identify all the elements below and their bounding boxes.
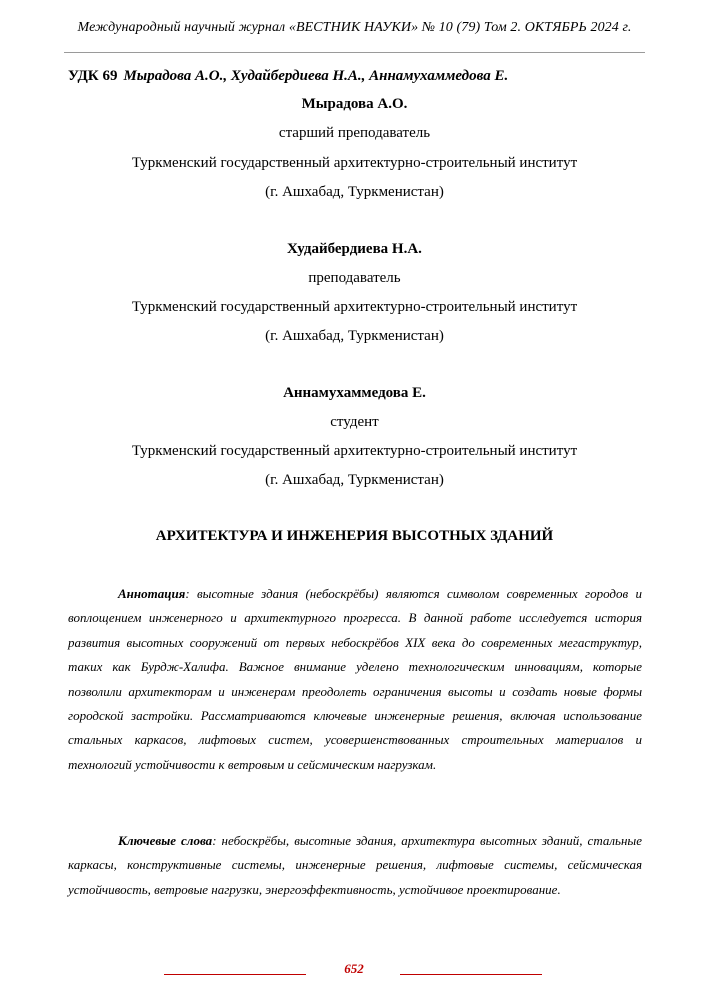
abstract-text: : высотные здания (небоскрёбы) являются символом современных городов и воплощением инженерного и архитектурного прогресса. В данной работе исследуется история развития высотных сооружений от первых небоскрёбов XIX века до современных мегаструктур, таких как Бурдж-Халифа. Важное внимание уделено технологическим инновациям, которые позволили архитекторам и инженерам преодолеть ограничения высоты и создать новые формы городской застройки. Рассматриваются ключевые инженерные решения, включая использование стальных каркасов, лифтовых систем, усовершенствованных строительных материалов и технологий устойчивости к ветровым и сейсмическим нагрузкам. [68,586,642,772]
author-3-name: Аннамухаммедова Е. [283,385,426,401]
author-2-name: Худайбердиева Н.А. [287,241,422,257]
author-1-name: Мырадова А.О. [301,96,408,112]
author-3-location: (г. Ашхабад, Туркменистан) [265,472,444,488]
author-1-institution: Туркменский государственный архитектурно-строительный институт [131,155,578,171]
keywords-label: Ключевые слова [118,833,213,848]
author-1-position: старший преподаватель [278,125,431,141]
author-3-institution: Туркменский государственный архитектурно-строительный институт [131,443,578,459]
author-2-position: преподаватель [308,270,401,286]
udk-authors: Мырадова А.О., Худайбердиева Н.А., Аннамухаммедова Е. [123,68,509,84]
article-title: АРХИТЕКТУРА И ИНЖЕНЕРИЯ ВЫСОТНЫХ ЗДАНИЙ [155,528,554,544]
page-number: 652 [344,961,364,976]
author-2-institution: Туркменский государственный архитектурно-строительный институт [131,299,578,315]
header-divider [64,52,645,53]
author-2-location: (г. Ашхабад, Туркменистан) [265,328,444,344]
abstract [68,582,642,777]
udk-code: УДК 69 [68,68,118,84]
author-3-position: студент [330,414,379,430]
keywords [68,829,642,902]
journal-header: Международный научный журнал «ВЕСТНИК НАУКИ» № 10 (79) Том 2. ОКТЯБРЬ 2024 г. [77,20,632,35]
udk-line [68,68,508,85]
abstract-label: Аннотация [118,586,186,601]
keywords-text: : небоскрёбы, высотные здания, архитектура высотных зданий, стальные каркасы, конструктивные системы, инженерные решения, лифтовые системы, сейсмическая устойчивость, ветровые нагрузки, энергоэффективность, устойчивое проектирование. [68,833,642,897]
footer-rule-right [400,974,542,975]
footer-rule-left [164,974,306,975]
author-1-location: (г. Ашхабад, Туркменистан) [265,184,444,200]
